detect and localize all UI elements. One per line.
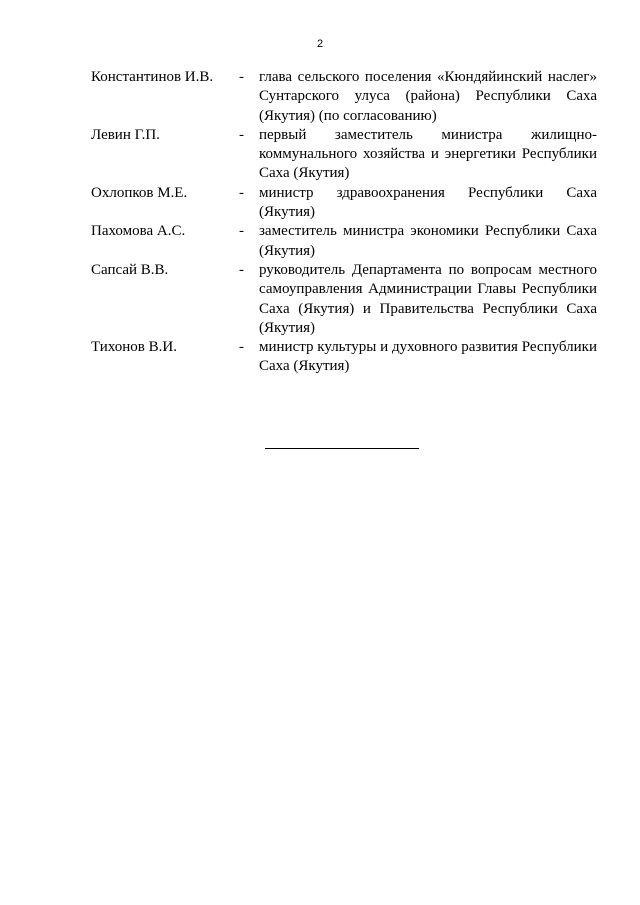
member-row [91,184,597,223]
commission-member-list [91,68,597,377]
member-dash: - [239,184,244,201]
member-name: Пахомова А.С. [91,223,186,240]
member-position: глава сельского поселения «Кюндяйинский наслег» Сунтарского улуса (района) Республики Саха (Якутия) (по согласованию) [259,69,597,124]
member-dash: - [239,223,244,240]
member-position: заместитель министра экономики Республики Саха (Якутия) [259,223,597,259]
member-dash: - [239,339,244,356]
member-name: Левин Г.П. [91,126,160,143]
member-position: министр культуры и духовного развития Республики Саха (Якутия) [259,339,597,375]
member-position: руководитель Департамента по вопросам местного самоуправления Администрации Главы Республики Саха (Якутия) и Правительства Республики Саха (Якутия) [259,261,597,336]
member-row [91,222,597,261]
member-dash: - [239,69,244,85]
member-position: министр здравоохранения Республики Саха (Якутия) [259,184,597,221]
member-dash: - [239,261,244,278]
member-row [91,68,597,126]
member-dash: - [239,126,244,143]
member-row [91,261,597,338]
member-name: Тихонов В.И. [91,339,177,356]
member-name: Сапсай В.В. [91,261,169,278]
page-number: 2 [316,38,324,50]
end-of-list-divider [265,448,419,449]
member-row [91,126,597,184]
member-position: первый заместитель министра жилищно-коммунального хозяйства и энергетики Республики Саха (Якутия) [259,126,597,182]
member-row [91,338,597,377]
member-name: Охлопков М.Е. [91,184,188,201]
member-name: Константинов И.В. [91,69,214,85]
